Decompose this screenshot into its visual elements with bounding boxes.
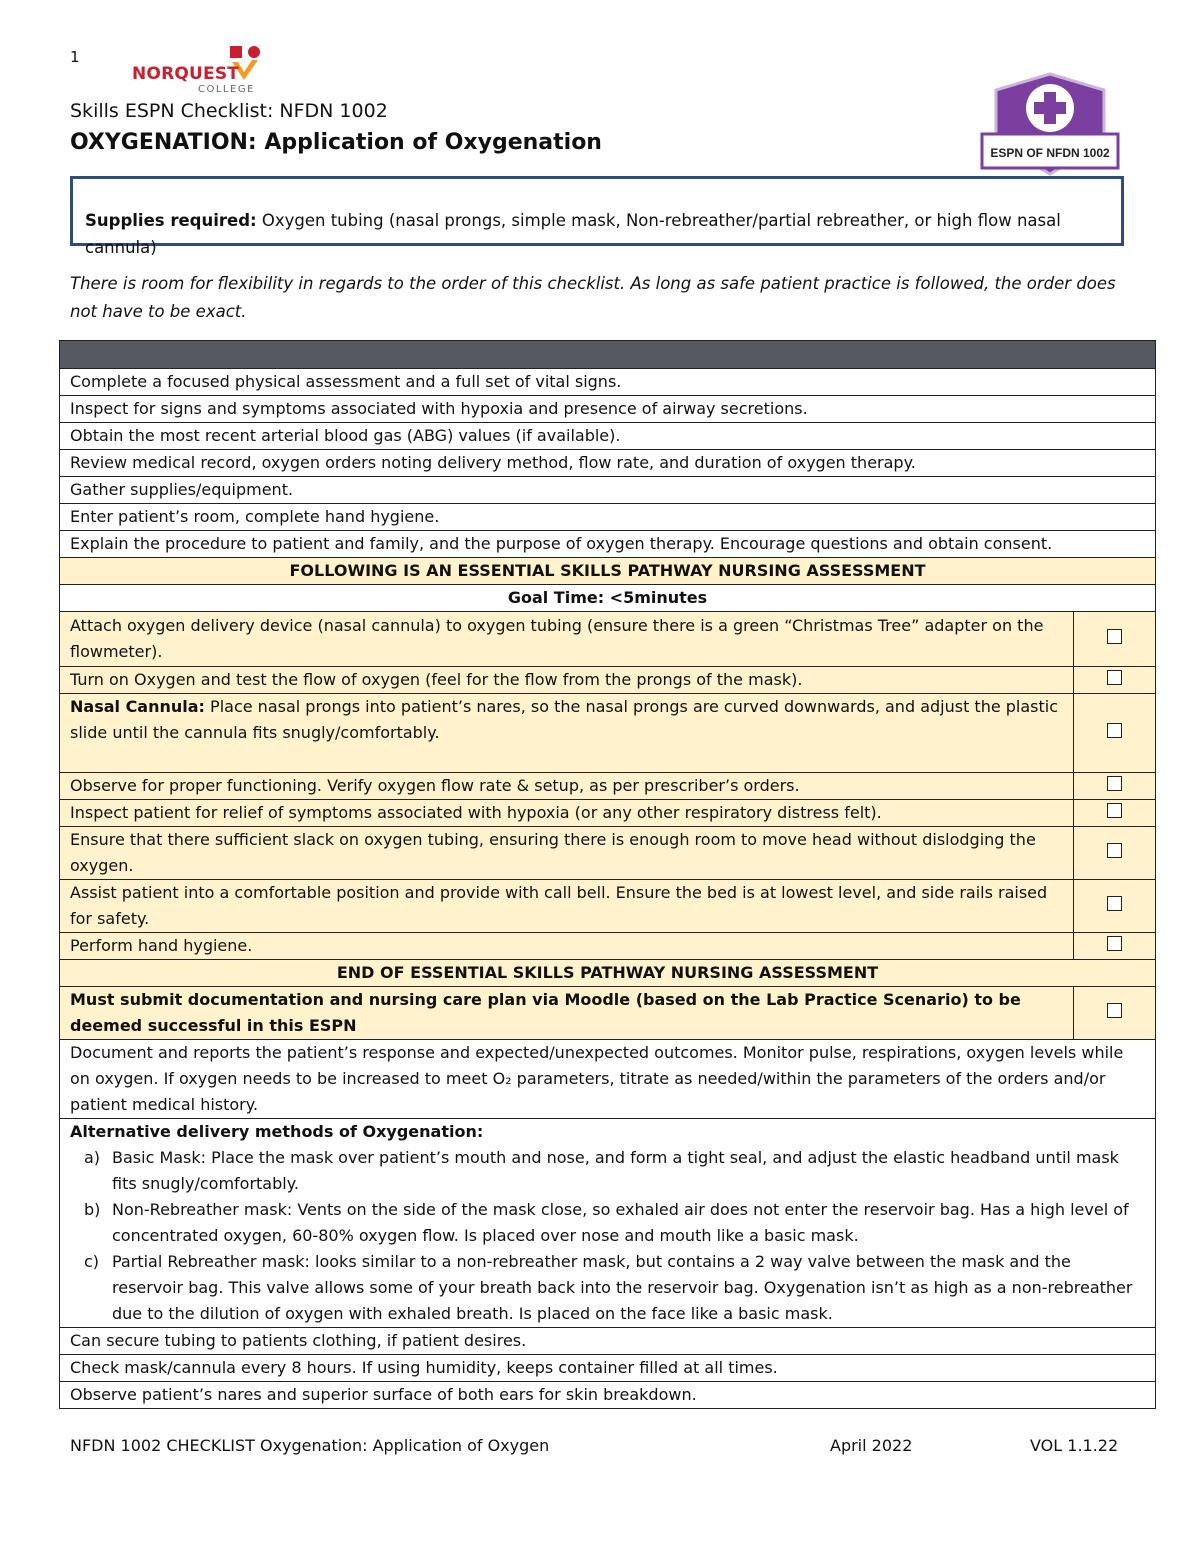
supplies-label: Supplies required: (85, 211, 257, 230)
step-text: Inspect for signs and symptoms associated with hypoxia and presence of airway secretions. (60, 396, 1156, 423)
nasal-cannula-label: Nasal Cannula: (70, 697, 205, 716)
step-checkbox[interactable] (1107, 723, 1122, 738)
badge-label: ESPN OF NFDN 1002 (990, 146, 1110, 160)
footer-title: NFDN 1002 CHECKLIST Oxygenation: Application of Oxygen (70, 1436, 550, 1455)
table-row (60, 423, 1156, 450)
table-row (60, 1382, 1156, 1409)
norquest-logo (132, 44, 272, 96)
page-number: 1 (70, 48, 80, 66)
list-text: Basic Mask: Place the mask over patient’s mouth and nose, and form a tight seal, and adjust the elastic headband until mask fits snugly/comfortably. (112, 1148, 1119, 1193)
esp-step-text: Turn on Oxygen and test the flow of oxygen (feel for the flow from the prongs of the mask). (60, 667, 1074, 694)
moodle-row (60, 987, 1156, 1040)
table-row (60, 369, 1156, 396)
footer-version: VOL 1.1.22 (1030, 1436, 1119, 1455)
supplies-text (85, 207, 1101, 261)
table-row (60, 477, 1156, 504)
esp-step-row (60, 612, 1156, 667)
step-text: Enter patient’s room, complete hand hygiene. (60, 504, 1156, 531)
alternatives-heading: Alternative delivery methods of Oxygenation: (70, 1122, 484, 1141)
esp-step-row (60, 667, 1156, 694)
table-row (60, 1355, 1156, 1382)
table-header-bar (60, 341, 1156, 369)
espn-badge (980, 72, 1120, 180)
esp-step-cell (60, 694, 1074, 773)
esp-end-row (60, 960, 1156, 987)
step-text: Explain the procedure to patient and family, and the purpose of oxygen therapy. Encourage questions and obtain consent. (60, 531, 1156, 558)
footer-date: April 2022 (830, 1436, 913, 1455)
esp-step-text: Perform hand hygiene. (60, 933, 1074, 960)
step-text: Complete a focused physical assessment and a full set of vital signs. (60, 369, 1156, 396)
esp-end-heading: END OF ESSENTIAL SKILLS PATHWAY NURSING ASSESSMENT (60, 960, 1156, 987)
list-marker: c) (84, 1252, 100, 1271)
esp-step-row (60, 933, 1156, 960)
esp-step-text: Place nasal prongs into patient’s nares, so the nasal prongs are curved downwards, and adjust the plastic slide until the cannula fits snugly/comfortably. (70, 697, 1059, 742)
step-text: Review medical record, oxygen orders noting delivery method, flow rate, and duration of oxygen therapy. (60, 450, 1156, 477)
list-item (84, 1249, 1145, 1327)
table-row (60, 504, 1156, 531)
table-row (60, 396, 1156, 423)
logo-wordmark: NORQUEST (132, 64, 240, 84)
checklist-table (59, 340, 1156, 1409)
alternatives-list (70, 1145, 1145, 1327)
table-row (60, 450, 1156, 477)
esp-step-row (60, 773, 1156, 800)
step-checkbox[interactable] (1107, 670, 1122, 685)
esp-step-row (60, 827, 1156, 880)
step-text: Can secure tubing to patients clothing, if patient desires. (60, 1328, 1156, 1355)
esp-step-text: Assist patient into a comfortable position and provide with call bell. Ensure the bed is at lowest level, and side rails raised for safety. (60, 880, 1074, 933)
document-row (60, 1040, 1156, 1119)
step-checkbox[interactable] (1107, 776, 1122, 791)
step-checkbox[interactable] (1107, 803, 1122, 818)
esp-step-text: Observe for proper functioning. Verify oxygen flow rate & setup, as per prescriber’s orders. (60, 773, 1074, 800)
list-text: Partial Rebreather mask: looks similar to a non-rebreather mask, but contains a 2 way valve between the mask and the reservoir bag. This valve allows some of your breath back into the reservoir bag. Oxygenation isn’t as high as a non-rebreather due to the dilution of oxygen with exhaled breath. Is placed on the face like a basic mask. (112, 1252, 1133, 1323)
esp-step-text: Attach oxygen delivery device (nasal cannula) to oxygen tubing (ensure there is a green “Christmas Tree” adapter on the flowmeter). (60, 612, 1074, 667)
esp-step-row (60, 800, 1156, 827)
list-item (84, 1197, 1145, 1249)
table-row (60, 1328, 1156, 1355)
list-marker: a) (84, 1148, 101, 1167)
esp-step-text: Inspect patient for relief of symptoms associated with hypoxia (or any other respiratory distress felt). (60, 800, 1074, 827)
step-text: Observe patient’s nares and superior surface of both ears for skin breakdown. (60, 1382, 1156, 1409)
esp-step-row (60, 880, 1156, 933)
step-text: Obtain the most recent arterial blood gas (ABG) values (if available). (60, 423, 1156, 450)
step-checkbox[interactable] (1107, 629, 1122, 644)
supplies-list: Oxygen tubing (nasal prongs, simple mask, Non-rebreather/partial rebreather, or high flow nasal cannula) (85, 211, 1061, 257)
alternatives-row (60, 1119, 1156, 1328)
esp-start-heading: FOLLOWING IS AN ESSENTIAL SKILLS PATHWAY NURSING ASSESSMENT (60, 558, 1156, 585)
esp-start-row (60, 558, 1156, 585)
esp-step-text: Ensure that there sufficient slack on oxygen tubing, ensuring there is enough room to move head without dislodging the oxygen. (60, 827, 1074, 880)
step-checkbox[interactable] (1107, 896, 1122, 911)
moodle-checkbox[interactable] (1107, 1003, 1122, 1018)
page-title: OXYGENATION: Application of Oxygenation (70, 130, 602, 155)
goal-time-row (60, 585, 1156, 612)
supplies-box (70, 176, 1124, 257)
step-checkbox[interactable] (1107, 843, 1122, 858)
list-text: Non-Rebreather mask: Vents on the side of the mask close, so exhaled air does not enter the reservoir bag. Has a high level of concentrated oxygen, 60-80% oxygen flow. Is placed over nose and mouth like a basic mask. (112, 1200, 1129, 1245)
step-text: Gather supplies/equipment. (60, 477, 1156, 504)
alternatives-cell (60, 1119, 1156, 1328)
moodle-requirement: Must submit documentation and nursing care plan via Moodle (based on the Lab Practice Scenario) to be deemed successful in this ESPN (60, 987, 1074, 1040)
table-row (60, 531, 1156, 558)
esp-step-row (60, 694, 1156, 773)
step-text: Check mask/cannula every 8 hours. If using humidity, keeps container filled at all times. (60, 1355, 1156, 1382)
logo-subtext: COLLEGE (198, 84, 255, 95)
flexibility-note: There is room for flexibility in regards to the order of this checklist. As long as safe patient practice is followed, the order does not have to be exact. (70, 274, 1116, 321)
checklist-subtitle: Skills ESPN Checklist: NFDN 1002 (70, 100, 388, 122)
list-marker: b) (84, 1200, 101, 1219)
goal-time: Goal Time: <5minutes (60, 585, 1156, 612)
list-item (84, 1145, 1145, 1197)
step-checkbox[interactable] (1107, 936, 1122, 951)
document-text: Document and reports the patient’s response and expected/unexpected outcomes. Monitor pulse, respirations, oxygen levels while on oxygen. If oxygen needs to be increased to meet O₂ parameters, titrate as needed/within the parameters of the orders and/or patient medical history. (60, 1040, 1156, 1119)
